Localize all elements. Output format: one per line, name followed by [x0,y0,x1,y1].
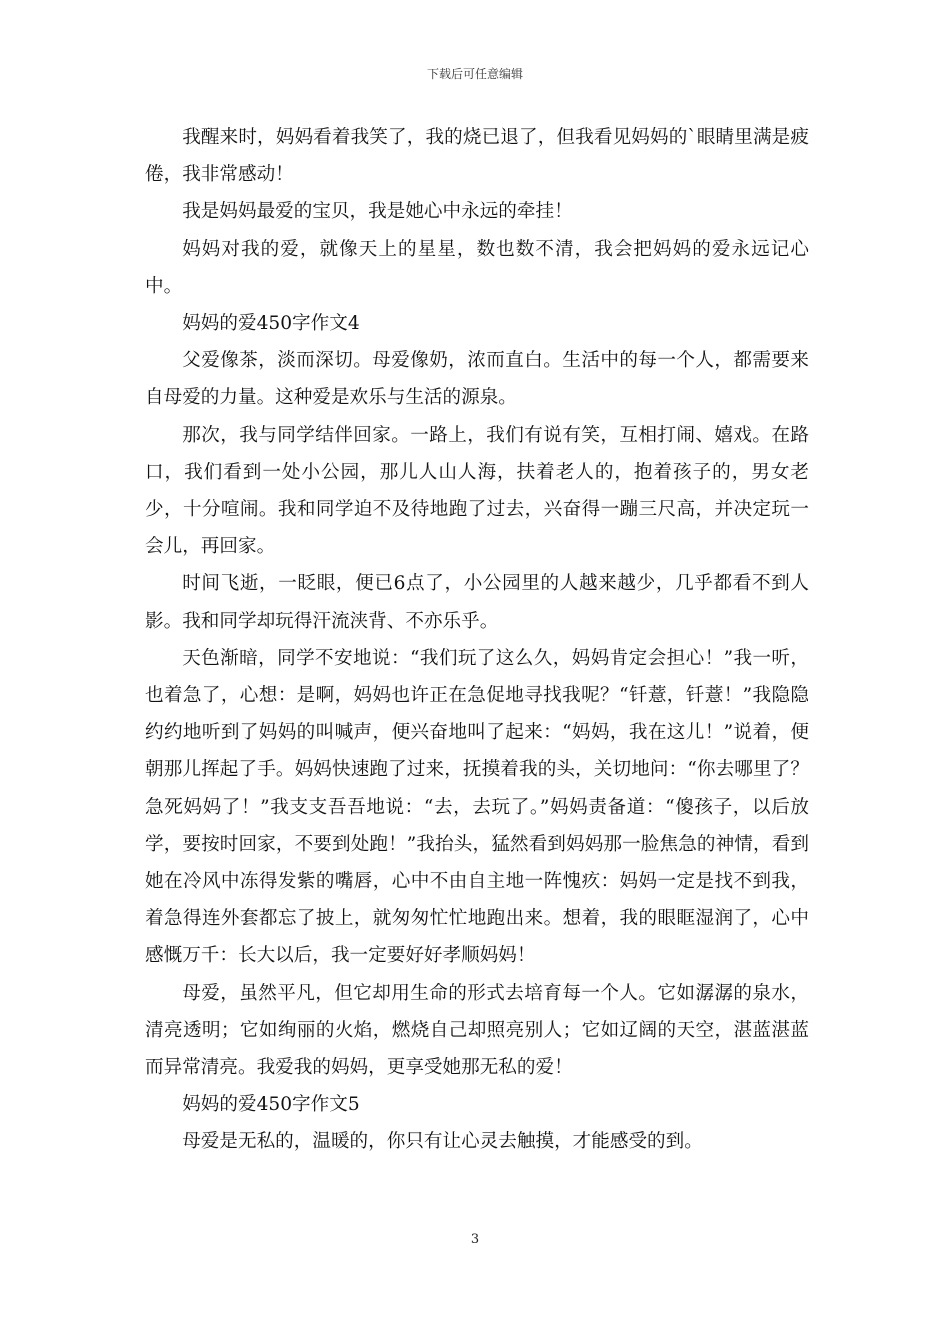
page-header: 下载后可任意编辑 [426,67,523,81]
paragraph: 母爱是无私的，温暖的，你只有让心灵去触摸，才能感受的到。 [182,1131,703,1153]
paragraph: 父爱像茶，淡而深切。母爱像奶，浓而直白。生活中的每一个人，都需要来自母爱的力量。这种爱是欢乐与生活的源泉。 [145,350,809,409]
page-number: 3 [470,1232,480,1247]
paragraph: 天色渐暗，同学不安地说：“我们玩了这么久，妈妈肯定会担心！”我一听，也着急了，心想：是啊，妈妈也许正在急促地寻找我呢？“钎薏，钎薏！”我隐隐约约地听到了妈妈的叫喊声，便兴奋地叫了起来：“妈妈，我在这儿！”说着，便朝那儿挥起了手。妈妈快速跑了过来，抚摸着我的头，关切地问：“你去哪里了？急死妈妈了！”我支支吾吾地说：“去，去玩了。”妈妈责备道：“傻孩子，以后放学，要按时回家，不要到处跑！”我抬头，猛然看到妈妈那一脸焦急的神情，看到她在冷风中冻得发紫的嘴唇，心中不由自主地一阵愧疚：妈妈一定是找不到我，着急得连外套都忘了披上，就匆匆忙忙地跑出来。想着，我的眼眶湿润了，心中感慨万千：长大以后，我一定要好好孝顺妈妈！ [145,647,809,967]
paragraph: 我醒来时，妈妈看着我笑了，我的烧已退了，但我看见妈妈的`眼睛里满是疲倦，我非常感动！ [145,127,809,186]
section-heading: 妈妈的爱450字作文4 [182,313,360,335]
paragraph: 时间飞逝，一眨眼，便已6点了，小公园里的人越来越少，几乎都看不到人影。我和同学却玩得汗流浃背、不亦乐乎。 [145,573,809,632]
section-heading: 妈妈的爱450字作文5 [182,1094,360,1116]
paragraph: 那次，我与同学结伴回家。一路上，我们有说有笑，互相打闹、嬉戏。在路口，我们看到一处小公园，那儿人山人海，扶着老人的，抱着孩子的，男女老少，十分喧闹。我和同学迫不及待地跑了过去，兴奋得一蹦三尺高，并决定玩一会儿，再回家。 [145,424,809,558]
paragraph: 我是妈妈最爱的宝贝，我是她心中永远的牵挂！ [182,201,573,223]
document-body [145,119,809,1161]
paragraph: 妈妈对我的爱，就像天上的星星，数也数不清，我会把妈妈的爱永远记心中。 [145,238,809,297]
paragraph: 母爱，虽然平凡，但它却用生命的形式去培育每一个人。它如潺潺的泉水，清亮透明；它如绚丽的火焰，燃烧自己却照亮别人；它如辽阔的天空，湛蓝湛蓝而异常清亮。我爱我的妈妈，更享受她那无私的爱！ [145,982,809,1079]
